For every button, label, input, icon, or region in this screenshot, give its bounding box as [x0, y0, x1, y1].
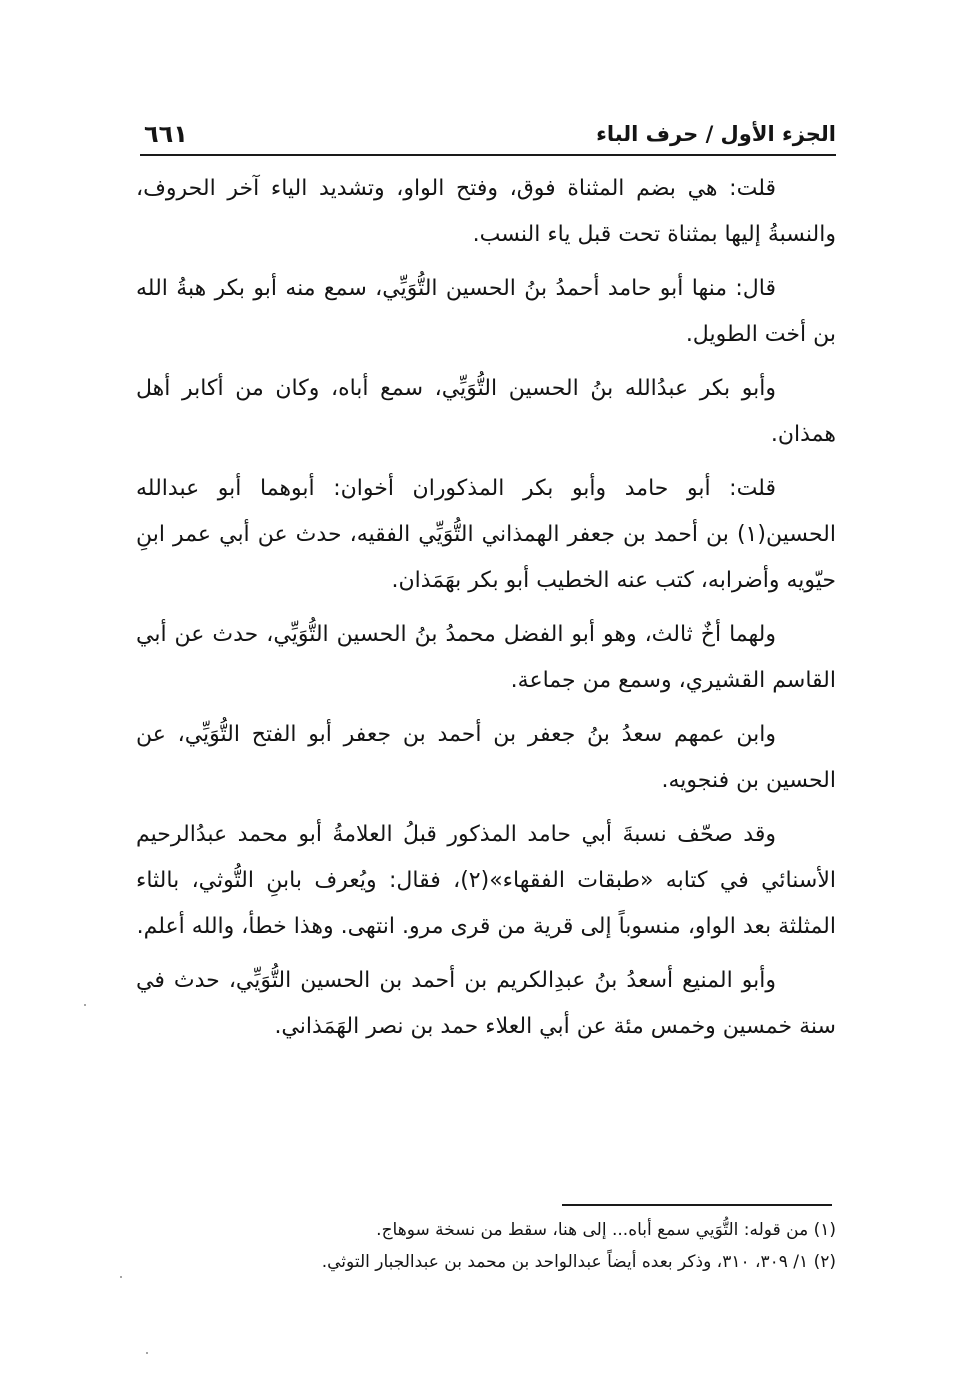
footnotes: [136, 1214, 836, 1278]
paragraph-4: قلت: أبو حامد وأبو بكر المذكوران أخوان: أبوهما أبو عبدالله الحسين(١) بن أحمد بن جعفر الهمذاني التُّوَيِّي الفقيه، حدث عن أبي عمر ابنِ حيّويه وأضرابه، كتب عنه الخطيب أبو بكر بهَمَذان.: [136, 476, 836, 593]
header-title: الجزء الأول / حرف الباء: [596, 122, 836, 146]
header-rule: [140, 154, 836, 156]
scan-speck: [146, 1352, 148, 1354]
scan-speck: [120, 1276, 122, 1278]
footnote-2: (٢) ١/ ٣٠٩، ٣١٠، وذكر بعده أيضاً عبدالواحد بن محمد بن عبدالجبار التوثي.: [321, 1252, 836, 1272]
running-header: [140, 112, 836, 156]
scan-speck: [84, 1004, 86, 1006]
paragraph-8: وأبو المنيع أسعدُ بنُ عبدِالكريم بن أحمد بن الحسين التُّوَيِّي، حدث في سنة خمسين وخمس مئة عن أبي العلاء حمد بن نصر الهَمَذاني.: [136, 968, 836, 1039]
paragraph-3: وأبو بكر عبدُالله بنُ الحسين التُّوَيِّي، سمع أباه، وكان من أكابر أهل همذان.: [136, 376, 836, 447]
page-number: ٦٦١: [144, 120, 188, 148]
footnote-rule: [562, 1204, 832, 1206]
paragraph-2: قال: منها أبو حامد أحمدُ بنُ الحسين التُّوَيِّي، سمع منه أبو بكر هبةُ الله بن أخت الطويل.: [136, 276, 836, 347]
paragraph-7: وقد صحّف نسبةَ أبي حامد المذكور قبلُ العلامةُ أبو محمد عبدُالرحيم الأسنائي في كتابه «طبقات الفقهاء»(٢)، فقال: ويُعرف بابنِ التُّوثي، بالثاء المثلثة بعد الواو، منسوباً إلى قرية من قرى مرو. انتهى. وهذا خطأ، والله أعلم.: [136, 822, 836, 939]
footnote-1: (١) من قوله: التُّوَيي سمع أباه... إلى هنا، سقط من نسخة سوهاج.: [376, 1220, 836, 1240]
main-text: [136, 166, 836, 1058]
paragraph-1: قلت: هي بضم المثناة فوق، وفتح الواو، وتشديد الياء آخر الحروف، والنسبةُ إليها بمثناة تحت قبل ياء النسب.: [136, 176, 836, 247]
paragraph-5: ولهما أخٌ ثالث، وهو أبو الفضل محمدُ بنُ الحسين التُّوَيِّي، حدث عن أبي القاسم القشيري، وسمع من جماعة.: [136, 622, 836, 693]
paragraph-6: وابن عمهم سعدُ بنُ جعفر بن أحمد بن جعفر أبو الفتح التُّوَيِّي، عن الحسين بن فنجويه.: [136, 722, 836, 793]
